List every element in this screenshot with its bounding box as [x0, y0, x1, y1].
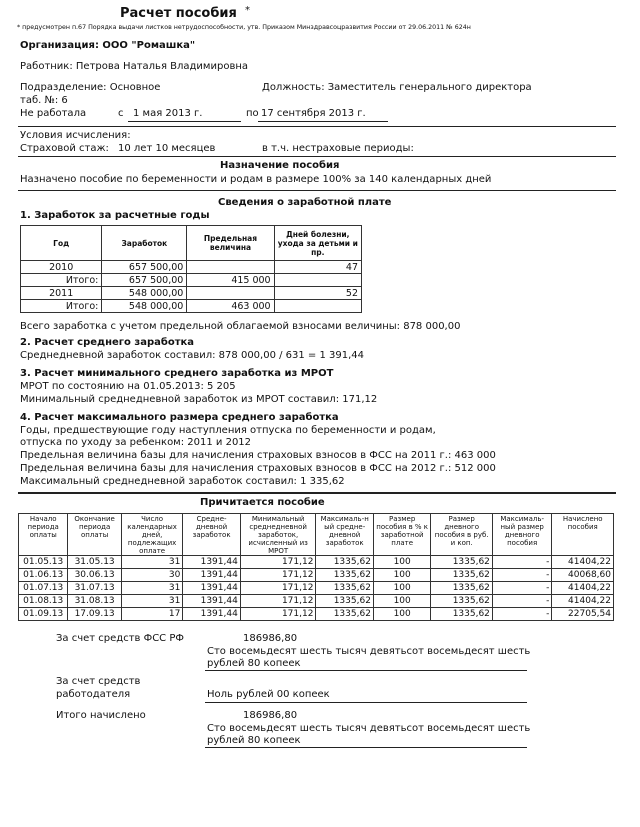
col-header: Средне-дневной заработок: [183, 514, 240, 556]
limit-cell: [187, 261, 274, 274]
due-title: Причитается пособие: [200, 497, 325, 508]
assignment-text: Назначено пособие по беременности и родам в размере 100% за 140 календарных дней: [20, 174, 492, 185]
from-label: с: [118, 108, 124, 119]
end-date-cell: 30.06.13: [68, 569, 121, 582]
max-daily-cell: 1335,62: [316, 595, 373, 608]
avg-daily-cell: 1391,44: [183, 608, 240, 621]
daily-benefit-cell: 1335,62: [431, 582, 493, 595]
min-daily-cell: 171,12: [240, 556, 316, 569]
max-daily-cell: 1335,62: [316, 582, 373, 595]
col-header: Максималь-н ый средне-дневной заработок: [316, 514, 373, 556]
fss-amount-words-2: рублей 80 копеек: [207, 658, 301, 669]
avg-daily-cell: 1391,44: [183, 582, 240, 595]
start-date-cell: 01.05.13: [19, 556, 68, 569]
department: Подразделение: Основное: [20, 82, 161, 93]
daily-benefit-cell: 1335,62: [431, 595, 493, 608]
min-daily-cell: 171,12: [240, 595, 316, 608]
position: Должность: Заместитель генерального директора: [262, 82, 532, 93]
footnote: * предусмотрен п.67 Порядка выдачи листков нетрудоспособности, утв. Приказом Минздравсоцразвития России от 29.06.2011 № 624н: [17, 24, 471, 31]
earnings-title: Сведения о заработной плате: [218, 197, 392, 208]
section-4-line-3: Предельная величина базы для начисления страховых взносов в ФСС на 2011 г.: 463 000: [20, 450, 496, 461]
daily-benefit-cell: 1335,62: [431, 608, 493, 621]
col-header: Предельная величина: [187, 226, 274, 261]
start-date-cell: 01.08.13: [19, 595, 68, 608]
employer-words-underline: [205, 702, 527, 703]
days-cell: [274, 274, 361, 287]
total-amount: 186986,80: [243, 710, 298, 721]
max-daily-cell: 1335,62: [316, 556, 373, 569]
days-cell: 31: [121, 595, 183, 608]
col-header: Заработок: [102, 226, 187, 261]
insurance-value: 10 лет 10 месяцев: [118, 143, 216, 154]
non-insurance-periods: в т.ч. нестраховые периоды:: [262, 143, 414, 154]
section-4-line-1: Годы, предшествующие году наступления отпуска по беременности и родам,: [20, 425, 436, 436]
percent-cell: 100: [373, 556, 430, 569]
table-row: [21, 261, 362, 274]
fss-label: За счет средств ФСС РФ: [56, 633, 184, 644]
fss-words-underline: [205, 670, 527, 671]
earnings-cell: 657 500,00: [102, 261, 187, 274]
year-cell: Итого:: [21, 274, 102, 287]
days-cell: 47: [274, 261, 361, 274]
fss-amount-words-1: Сто восемьдесят шесть тысяч девятьсот восемьдесят шесть: [207, 646, 531, 657]
section-2-title: 2. Расчет среднего заработка: [20, 337, 195, 348]
max-daily-cell: 1335,62: [316, 569, 373, 582]
earnings-table: [20, 225, 362, 313]
employer-label-2: работодателя: [56, 689, 131, 700]
end-date-cell: 17.09.13: [68, 608, 121, 621]
table-row: [19, 595, 614, 608]
section-3-line-1: МРОТ по состоянию на 01.05.2013: 5 205: [20, 381, 236, 392]
not-worked-label: Не работала: [20, 108, 87, 119]
from-date-underline: [128, 121, 241, 122]
days-cell: 30: [121, 569, 183, 582]
section-3-line-2: Минимальный среднедневной заработок из МРОТ составил: 171,12: [20, 394, 378, 405]
table-row: [19, 569, 614, 582]
from-date: 1 мая 2013 г.: [133, 108, 203, 119]
avg-daily-cell: 1391,44: [183, 556, 240, 569]
col-header: Размер дневного пособия в руб. и коп.: [431, 514, 493, 556]
end-date-cell: 31.05.13: [68, 556, 121, 569]
avg-daily-cell: 1391,44: [183, 595, 240, 608]
limit-cell: 463 000: [187, 300, 274, 313]
tab-number: таб. №: 6: [20, 95, 68, 106]
start-date-cell: 01.07.13: [19, 582, 68, 595]
accrued-cell: 41404,22: [552, 582, 614, 595]
year-cell: Итого:: [21, 300, 102, 313]
table-row: [21, 287, 362, 300]
end-date-cell: 31.08.13: [68, 595, 121, 608]
to-date-underline: [258, 121, 388, 122]
accrued-cell: 41404,22: [552, 595, 614, 608]
daily-benefit-cell: 1335,62: [431, 569, 493, 582]
daily-benefit-cell: 1335,62: [431, 556, 493, 569]
days-cell: 17: [121, 608, 183, 621]
max-daily-cell: 1335,62: [316, 608, 373, 621]
col-header: Дней болезни, ухода за детьми и пр.: [274, 226, 361, 261]
min-daily-cell: 171,12: [240, 582, 316, 595]
max-benefit-cell: -: [492, 582, 552, 595]
table-row: [19, 608, 614, 621]
page-title: Расчет пособия: [120, 6, 237, 21]
end-date-cell: 31.07.13: [68, 582, 121, 595]
accrued-cell: 40068,60: [552, 569, 614, 582]
days-cell: 52: [274, 287, 361, 300]
percent-cell: 100: [373, 569, 430, 582]
max-benefit-cell: -: [492, 595, 552, 608]
min-daily-cell: 171,12: [240, 569, 316, 582]
divider: [18, 492, 616, 494]
worker: Работник: Петрова Наталья Владимировна: [20, 61, 248, 72]
col-header: Начислено пособия: [552, 514, 614, 556]
to-label: по: [246, 108, 259, 119]
days-cell: [274, 300, 361, 313]
col-header: Размер пособия в % к заработной плате: [373, 514, 430, 556]
section-4-line-5: Максимальный среднедневной заработок составил: 1 335,62: [20, 476, 345, 487]
divider: [18, 156, 616, 157]
section-4-title: 4. Расчет максимального размера среднего заработка: [20, 412, 339, 423]
start-date-cell: 01.09.13: [19, 608, 68, 621]
percent-cell: 100: [373, 582, 430, 595]
insurance-label: Страховой стаж:: [20, 143, 109, 154]
benefit-table: [18, 513, 614, 621]
section-2-text: Среднедневной заработок составил: 878 000,00 / 631 = 1 391,44: [20, 350, 365, 361]
conditions-label: Условия исчисления:: [20, 130, 131, 141]
limit-cell: [187, 287, 274, 300]
col-header: Год: [21, 226, 102, 261]
days-cell: 31: [121, 582, 183, 595]
fss-amount: 186986,80: [243, 633, 298, 644]
earnings-cell: 548 000,00: [102, 287, 187, 300]
earnings-cell: 657 500,00: [102, 274, 187, 287]
section-4-line-2: отпуска по уходу за ребенком: 2011 и 2012: [20, 437, 252, 448]
table-row: [21, 274, 362, 287]
col-header: Минимальный среднедневной заработок, исчисленный из МРОТ: [240, 514, 316, 556]
table-row: [19, 556, 614, 569]
total-earnings: Всего заработка с учетом предельной облагаемой взносами величины: 878 000,00: [20, 321, 461, 332]
col-header: Максималь-ный размер дневного пособия: [492, 514, 552, 556]
max-benefit-cell: -: [492, 569, 552, 582]
assignment-title: Назначение пособия: [220, 160, 340, 171]
table-row: [21, 300, 362, 313]
limit-cell: 415 000: [187, 274, 274, 287]
section-3-title: 3. Расчет минимального среднего заработка из МРОТ: [20, 368, 334, 379]
min-daily-cell: 171,12: [240, 608, 316, 621]
employer-label-1: За счет средств: [56, 676, 141, 687]
total-words-underline: [205, 747, 527, 748]
divider: [18, 126, 616, 127]
section-1-title: 1. Заработок за расчетные годы: [20, 210, 210, 221]
start-date-cell: 01.06.13: [19, 569, 68, 582]
year-cell: 2011: [21, 287, 102, 300]
accrued-cell: 22705,54: [552, 608, 614, 621]
title-footnote-mark: *: [245, 5, 250, 16]
accrued-cell: 41404,22: [552, 556, 614, 569]
avg-daily-cell: 1391,44: [183, 569, 240, 582]
col-header: Начало периода оплаты: [19, 514, 68, 556]
divider: [18, 190, 616, 191]
total-amount-words-1: Сто восемьдесят шесть тысяч девятьсот восемьдесят шесть: [207, 723, 531, 734]
col-header: Окончание периода оплаты: [68, 514, 121, 556]
to-date: 17 сентября 2013 г.: [261, 108, 366, 119]
employer-amount-words: Ноль рублей 00 копеек: [207, 689, 330, 700]
year-cell: 2010: [21, 261, 102, 274]
days-cell: 31: [121, 556, 183, 569]
percent-cell: 100: [373, 595, 430, 608]
organization: Организация: ООО "Ромашка": [20, 40, 196, 51]
max-benefit-cell: -: [492, 608, 552, 621]
earnings-cell: 548 000,00: [102, 300, 187, 313]
total-label: Итого начислено: [56, 710, 146, 721]
table-row: [19, 582, 614, 595]
section-4-line-4: Предельная величина базы для начисления страховых взносов в ФСС на 2012 г.: 512 000: [20, 463, 496, 474]
col-header: Число календарных дней, подлежащих оплате: [121, 514, 183, 556]
percent-cell: 100: [373, 608, 430, 621]
max-benefit-cell: -: [492, 556, 552, 569]
total-amount-words-2: рублей 80 копеек: [207, 735, 301, 746]
